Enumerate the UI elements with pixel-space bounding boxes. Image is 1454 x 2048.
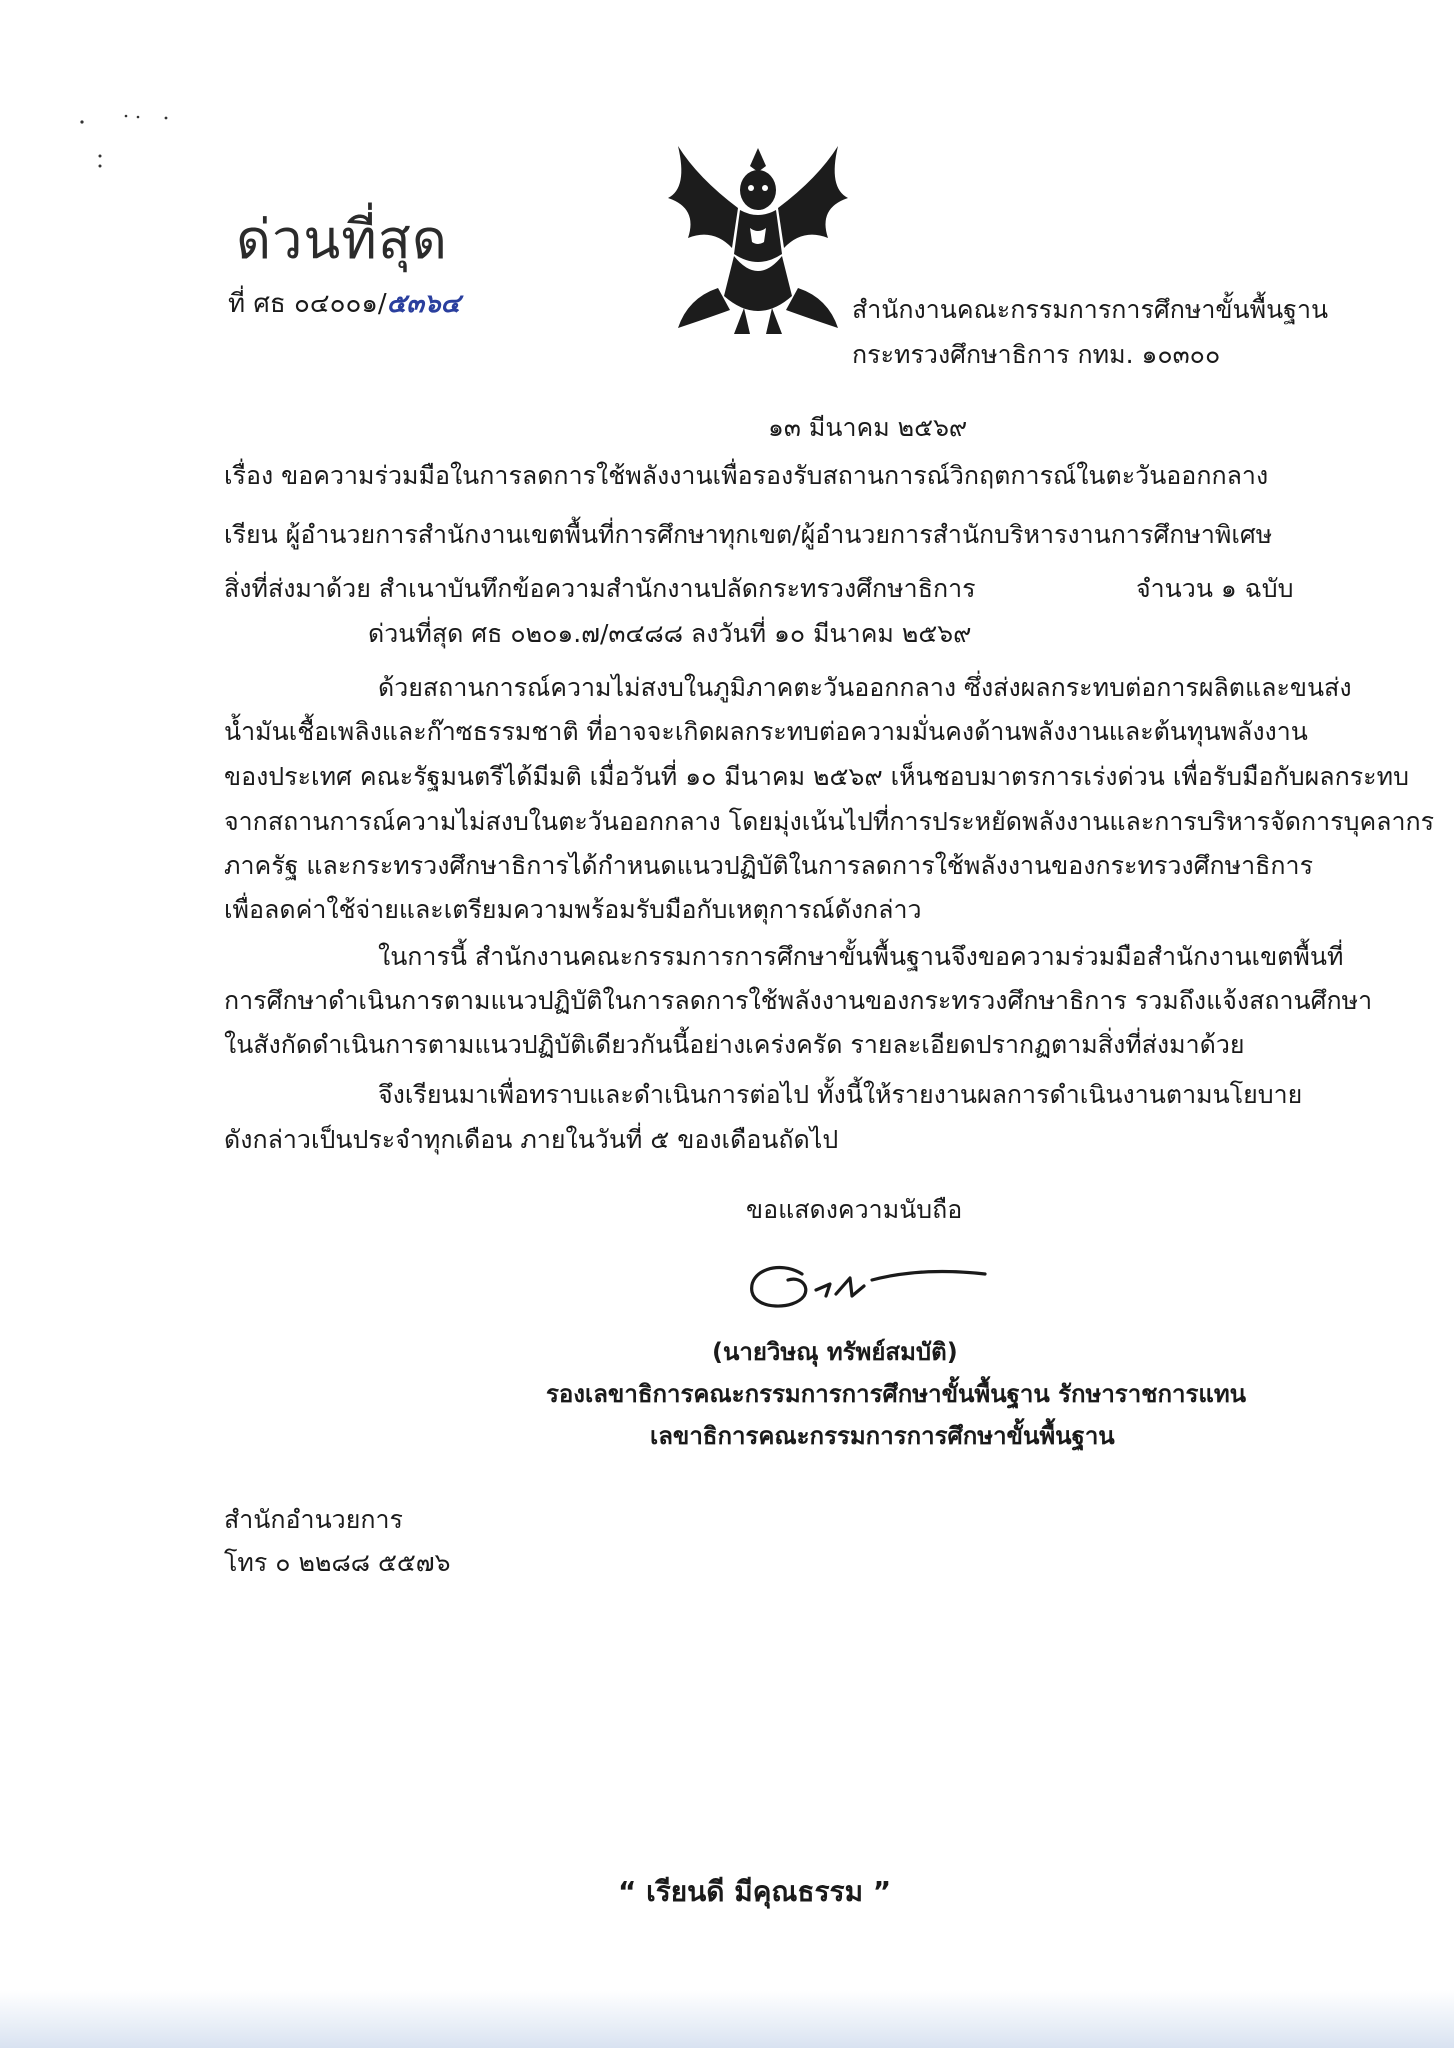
recipient-label: เรียน — [224, 520, 278, 549]
enclosure-count: จำนวน ๑ ฉบับ — [1136, 574, 1294, 603]
document-date: ๑๓ มีนาคม ๒๕๖๙ — [768, 413, 968, 442]
document-number-handwritten: ๕๓๖๔ — [386, 289, 461, 319]
office-name: สำนักงานคณะกรรมการการศึกษาขั้นพื้นฐาน — [852, 295, 1329, 324]
signer-title-2: เลขาธิการคณะกรรมการการศึกษาขั้นพื้นฐาน — [650, 1422, 1115, 1450]
subject-label: เรื่อง — [224, 461, 274, 490]
paragraph-2-line: ในสังกัดดำเนินการตามแนวปฏิบัติเดียวกันนี้อย่างเคร่งครัด รายละเอียดปรากฏตามสิ่งที่ส่งมาด้วย — [224, 1030, 1245, 1059]
signer-name: (นายวิษณุ ทรัพย์สมบัติ) — [712, 1338, 958, 1366]
signer-title-1: รองเลขาธิการคณะกรรมการการศึกษาขั้นพื้นฐาน รักษาราชการแทน — [546, 1380, 1247, 1408]
enclosure-reference: ด่วนที่สุด ศธ ๐๒๐๑.๗/๓๔๘๘ ลงวันที่ ๑๐ มีนาคม ๒๕๖๙ — [368, 619, 972, 648]
recipient-text: ผู้อำนวยการสำนักงานเขตพื้นที่การศึกษาทุกเขต/ผู้อำนวยการสำนักบริหารงานการศึกษาพิเศษ — [285, 520, 1273, 549]
motto: “ เรียนดี มีคุณธรรม ” — [618, 1875, 892, 1908]
garuda-emblem-icon — [658, 138, 858, 338]
urgency-stamp: ด่วนที่สุด — [236, 208, 448, 271]
enclosure-label: สิ่งที่ส่งมาด้วย — [224, 574, 371, 603]
footer-phone: โทร ๐ ๒๒๘๘ ๕๕๗๖ — [224, 1548, 451, 1577]
subject-line — [224, 456, 1268, 496]
paragraph-1-line: จากสถานการณ์ความไม่สงบในตะวันออกกลาง โดยมุ่งเน้นไปที่การประหยัดพลังงานและการบริหารจัดการบุคลากร — [224, 807, 1435, 836]
paragraph-1-line: ภาครัฐ และกระทรวงศึกษาธิการได้กำหนดแนวปฏิบัติในการลดการใช้พลังงานของกระทรวงศึกษาธิการ — [224, 851, 1314, 880]
paragraph-1-line: ด้วยสถานการณ์ความไม่สงบในภูมิภาคตะวันออกกลาง ซึ่งส่งผลกระทบต่อการผลิตและขนส่ง — [378, 673, 1352, 702]
recipient-line — [224, 515, 1272, 555]
paragraph-2-line: การศึกษาดำเนินการตามแนวปฏิบัติในการลดการใช้พลังงานของกระทรวงศึกษาธิการ รวมถึงแจ้งสถานศึกษา — [224, 986, 1373, 1015]
subject-text: ขอความร่วมมือในการลดการใช้พลังงานเพื่อรองรับสถานการณ์วิกฤตการณ์ในตะวันออกกลาง — [281, 461, 1269, 490]
office-address: กระทรวงศึกษาธิการ กทม. ๑๐๓๐๐ — [852, 340, 1221, 369]
document-number — [228, 283, 460, 324]
paragraph-1-line: เพื่อลดค่าใช้จ่ายและเตรียมความพร้อมรับมือกับเหตุการณ์ดังกล่าว — [224, 895, 922, 924]
paragraph-1-line: น้ำมันเชื้อเพลิงและก๊าซธรรมชาติ ที่อาจจะเกิดผลกระทบต่อความมั่นคงด้านพลังงานและต้นทุนพลังงาน — [224, 717, 1308, 746]
scan-specks — [78, 112, 188, 172]
signature-icon — [740, 1240, 990, 1320]
scan-edge — [0, 1990, 1454, 2048]
footer-office: สำนักอำนวยการ — [224, 1505, 403, 1534]
paragraph-1-line: ของประเทศ คณะรัฐมนตรีได้มีมติ เมื่อวันที่ ๑๐ มีนาคม ๒๕๖๙ เห็นชอบมาตรการเร่งด่วน เพื่อรับมือกับผลกระทบ — [224, 762, 1409, 791]
paragraph-3-line: จึงเรียนมาเพื่อทราบและดำเนินการต่อไป ทั้งนี้ให้รายงานผลการดำเนินงานตามนโยบาย — [378, 1080, 1303, 1109]
paragraph-2-line: ในการนี้ สำนักงานคณะกรรมการการศึกษาขั้นพื้นฐานจึงขอความร่วมมือสำนักงานเขตพื้นที่ — [378, 942, 1344, 971]
enclosure-line — [224, 569, 976, 609]
closing-regards: ขอแสดงความนับถือ — [746, 1195, 963, 1224]
paragraph-3-line: ดังกล่าวเป็นประจำทุกเดือน ภายในวันที่ ๕ ของเดือนถัดไป — [224, 1125, 839, 1154]
document-number-prefix: ที่ ศธ ๐๔๐๐๑/ — [228, 289, 387, 319]
enclosure-text: สำเนาบันทึกข้อความสำนักงานปลัดกระทรวงศึกษาธิการ — [378, 574, 976, 603]
